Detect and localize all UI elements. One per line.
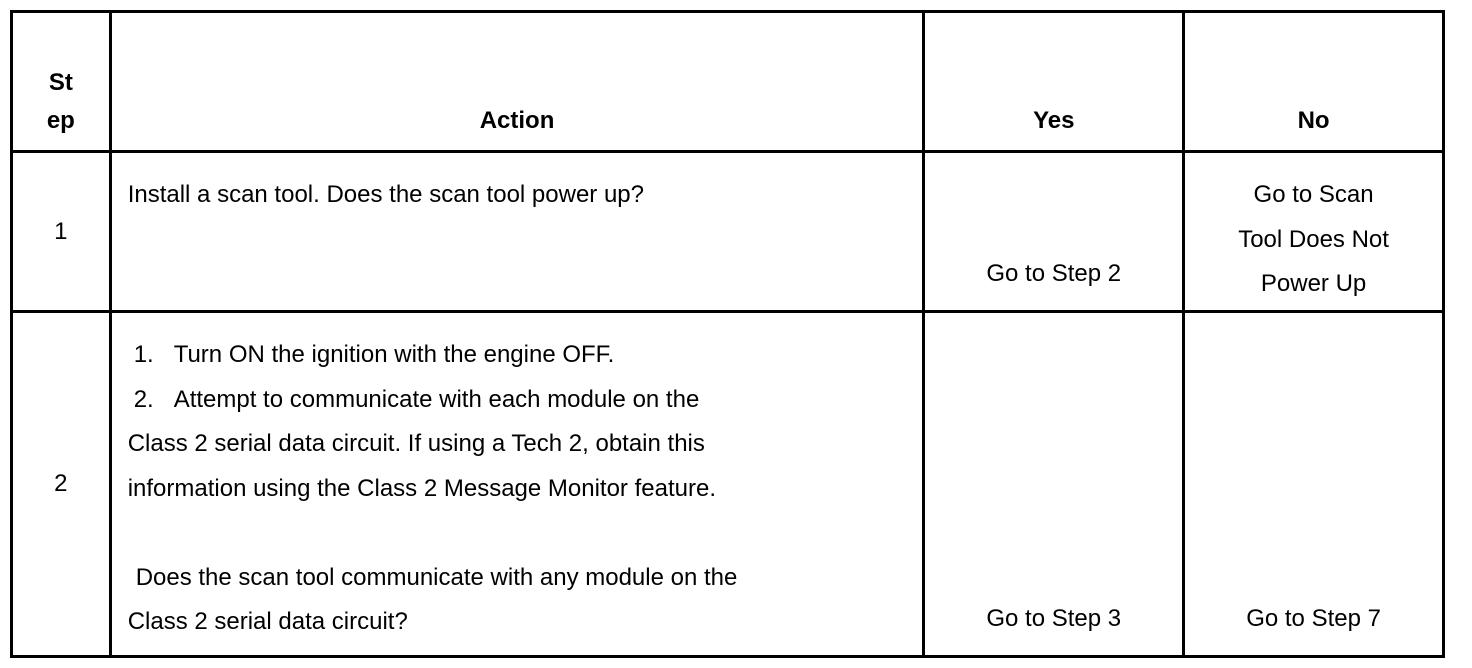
question-line-2: Class 2 serial data circuit?: [127, 608, 408, 635]
step-header: [12, 12, 111, 152]
list-item-text: Turn ON the ignition with the engine OFF.: [173, 341, 615, 368]
step-number: 1: [12, 152, 111, 312]
list-item-number: 2.: [133, 385, 154, 413]
header-row: [12, 12, 1444, 152]
no-cell: [1184, 152, 1444, 312]
action-continued-line-2: information using the Class 2 Message Monitor feature.: [127, 474, 716, 502]
diagnostic-table: [10, 10, 1445, 658]
yes-cell: Go to Step 2: [924, 152, 1184, 312]
no-line-2: Tool Does Not: [1238, 225, 1389, 253]
no-cell: Go to Step 7: [1184, 312, 1444, 657]
step-header-line-1: St: [48, 69, 73, 96]
yes-cell: Go to Step 3: [924, 312, 1184, 657]
action-continued-line-1: Class 2 serial data circuit. If using a Tech 2, obtain this: [127, 430, 705, 457]
action-cell: [110, 312, 924, 657]
no-header: No: [1184, 12, 1444, 152]
question-line-1: Does the scan tool communicate with any module on the: [135, 563, 738, 591]
table-row-step-2: [12, 312, 1444, 657]
list-item-text: Attempt to communicate with each module on the: [173, 385, 700, 413]
yes-header: Yes: [924, 12, 1184, 152]
no-line-1: Go to Scan: [1253, 181, 1374, 208]
action-list: [128, 333, 923, 422]
list-item: [128, 333, 923, 378]
list-item: [128, 378, 923, 423]
no-line-3: Power Up: [1260, 270, 1367, 297]
table-row-step-1: [12, 152, 1444, 312]
list-item-number: 1.: [133, 341, 154, 368]
step-number: 2: [12, 312, 111, 657]
action-cell: [110, 152, 924, 312]
step-header-line-2: ep: [46, 107, 75, 134]
action-text: Install a scan tool. Does the scan tool power up?: [127, 181, 644, 208]
action-header: Action: [110, 12, 924, 152]
spacer: [128, 511, 923, 556]
